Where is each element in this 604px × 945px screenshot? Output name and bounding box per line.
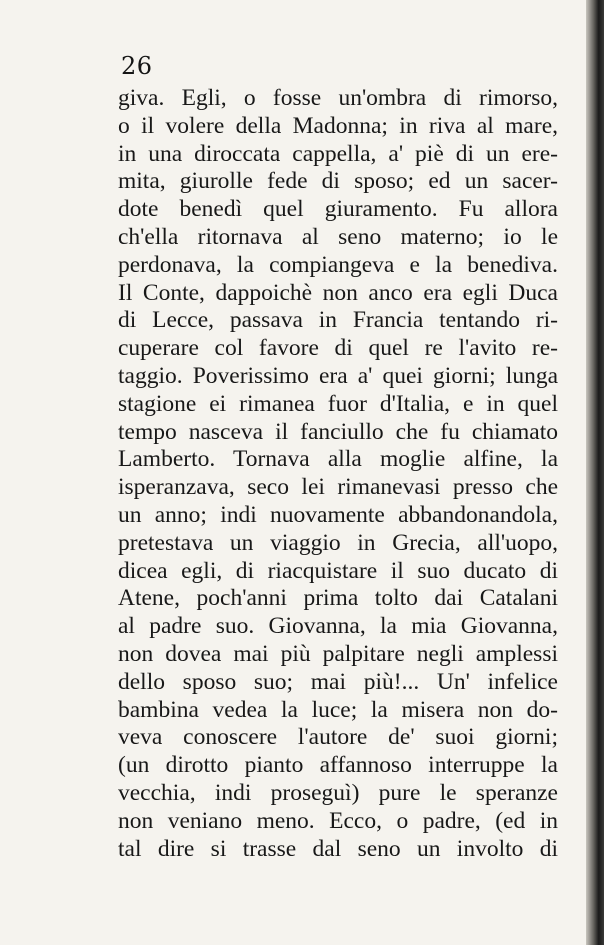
text-line: dello sposo suo; mai più!... Un' infelice: [118, 668, 558, 695]
text-line: giva. Egli, o fosse un'ombra di rimorso,: [118, 85, 558, 111]
text-line: bambina vedea la luce; la misera non do-: [118, 696, 558, 723]
text-line: pretestava un viaggio in Grecia, all'uopo,: [118, 529, 558, 556]
text-line: tal dire si trasse dal seno un involto di: [118, 835, 558, 862]
text-line: (un dirotto pianto affannoso interruppe la: [118, 752, 558, 779]
text-line: veva conoscere l'autore de' suoi giorni;: [118, 724, 558, 751]
text-line: di Lecce, passava in Francia tentando ri-: [118, 307, 558, 334]
text-line: un anno; indi nuovamente abbandonandola,: [118, 501, 558, 528]
text-line: cuperare col favore di quel re l'avito re-: [118, 335, 558, 362]
text-line: taggio. Poverissimo era a' quei giorni; lunga: [118, 362, 558, 389]
text-line: ch'ella ritornava al seno materno; io le: [118, 223, 558, 250]
text-line: in una diroccata cappella, a' piè di un ere-: [118, 140, 558, 167]
text-line: stagione ei rimanea fuor d'Italia, e in quel: [118, 390, 558, 417]
text-line: tempo nasceva il fanciullo che fu chiamato: [118, 418, 558, 445]
text-line: perdonava, la compiangeva e la benediva.: [118, 251, 558, 278]
text-line: mita, giurolle fede di sposo; ed un sacer-: [118, 168, 558, 195]
text-line: non veniano meno. Ecco, o padre, (ed in: [118, 807, 558, 834]
text-line: vecchia, indi proseguì) pure le speranze: [118, 779, 558, 806]
body-text: [118, 85, 558, 863]
text-line: Lamberto. Tornava alla moglie alfine, la: [118, 446, 558, 473]
text-line: non dovea mai più palpitare negli amplessi: [118, 640, 558, 667]
text-line: isperanzava, seco lei rimanevasi presso che: [118, 474, 558, 501]
page-number: 26: [121, 52, 153, 80]
text-line: al padre suo. Giovanna, la mia Giovanna,: [118, 613, 558, 640]
text-line: dote benedì quel giuramento. Fu allora: [118, 196, 558, 223]
text-line: dicea egli, di riacquistare il suo ducato di: [118, 557, 558, 584]
text-line: Atene, poch'anni prima tolto dai Catalani: [118, 585, 558, 612]
text-line: o il volere della Madonna; in riva al mare,: [118, 112, 558, 139]
book-spine-edge: [586, 0, 604, 945]
text-line: Il Conte, dappoichè non anco era egli Duca: [118, 279, 558, 306]
